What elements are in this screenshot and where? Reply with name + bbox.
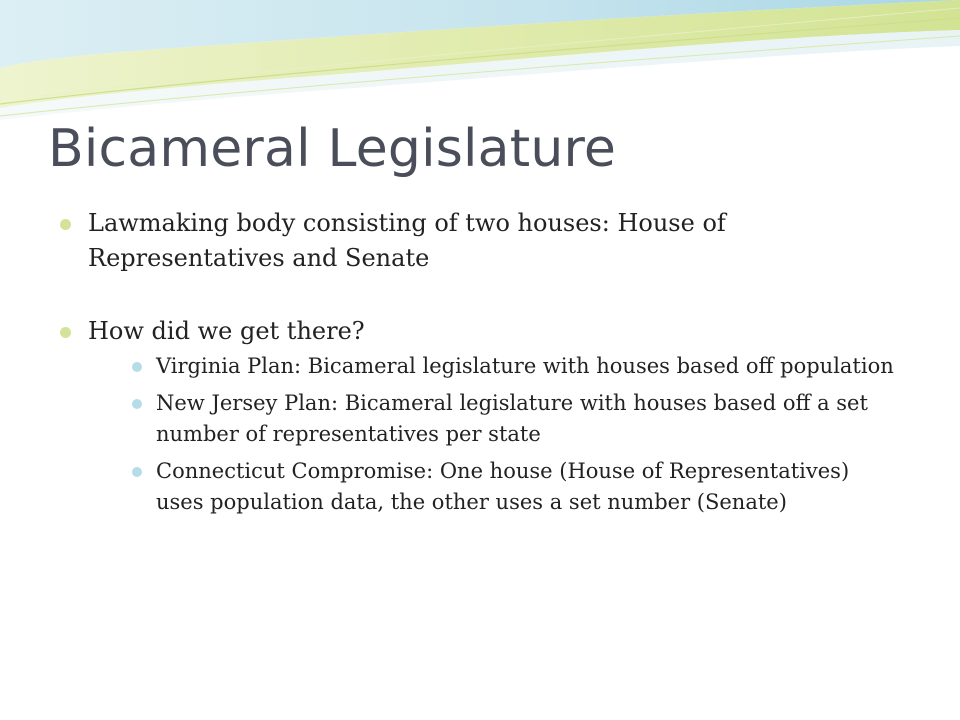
sub-bullet-text: Virginia Plan: Bicameral legislature with houses based off population (156, 354, 894, 378)
sub-bullet-item (88, 456, 900, 518)
bullet-text: Lawmaking body consisting of two houses: House of Representatives and Senate (88, 209, 726, 272)
sub-bullet-text: Connecticut Compromise: One house (House of Representatives) uses population data, the other uses a set number (Senate) (156, 459, 850, 514)
bullet-list (60, 206, 900, 518)
sub-bullet-item (88, 351, 900, 382)
sub-bullet-text: New Jersey Plan: Bicameral legislature with houses based off a set number of representatives per state (156, 391, 868, 446)
sub-bullet-list (88, 351, 900, 518)
bullet-dot-icon (60, 219, 71, 230)
slide-body (60, 206, 900, 524)
sub-bullet-item (88, 388, 900, 450)
slide-title: Bicameral Legislature (48, 119, 617, 179)
bullet-item (60, 206, 900, 276)
sub-bullet-dot-icon (132, 467, 142, 477)
sub-bullet-dot-icon (132, 399, 142, 409)
decorative-wave-banner (0, 0, 960, 130)
bullet-text: How did we get there? (88, 317, 365, 345)
sub-bullet-dot-icon (132, 362, 142, 372)
bullet-item (60, 314, 900, 518)
bullet-dot-icon (60, 327, 71, 338)
